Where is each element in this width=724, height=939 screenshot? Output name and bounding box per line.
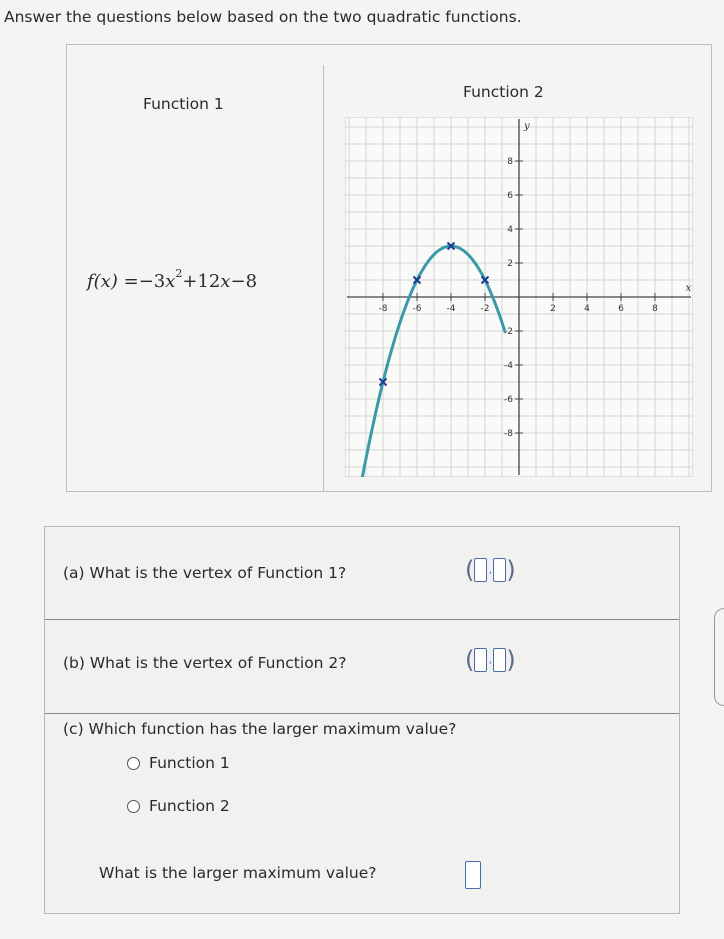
x-tick-label: 8 [652,304,658,314]
formula-plus: + [182,271,198,292]
x-axis-label: x [685,283,692,294]
option-label: Function 1 [149,754,230,772]
y-tick-label: -8 [504,429,513,439]
vertex2-y-input[interactable] [493,648,506,672]
vertex1-y-input[interactable] [493,558,506,582]
radio-button[interactable] [127,757,140,770]
function2-heading: Function 2 [463,83,544,101]
y-tick-label: 6 [507,191,513,201]
option-label: Function 2 [149,797,230,815]
open-paren: ( [465,646,475,674]
option-function1[interactable] [127,754,230,772]
comma: , [488,654,492,666]
vertex2-x-input[interactable] [474,648,487,672]
followup-text: What is the larger maximum value? [99,864,377,882]
x-tick-label: 6 [618,304,624,314]
formula-lhs: f(x) [87,271,118,292]
y-tick-label: 8 [507,157,513,167]
formula-coef: 3 [153,271,166,292]
intro-text: Answer the questions below based on the two quadratic functions. [4,8,522,26]
close-paren: ) [506,556,516,584]
formula-neg: − [138,271,154,292]
x-tick-label: -4 [446,304,456,314]
functions-table [66,44,712,492]
close-paren: ) [506,646,516,674]
function2-graph [345,117,693,477]
y-tick-label: -2 [504,327,513,337]
row-divider-1 [45,619,679,620]
y-axis-label: y [524,121,530,132]
formula-minus: − [230,271,246,292]
x-tick-label: -6 [412,304,422,314]
function1-formula [87,267,258,292]
formula-var-2: x [220,271,231,292]
formula-var: x [165,271,176,292]
option-function2[interactable] [127,797,230,815]
side-panel-edge [714,608,724,706]
x-tick-label: 4 [584,304,590,314]
column-divider [323,65,324,492]
question-b-text: (b) What is the vertex of Function 2? [63,654,347,672]
formula-b: 12 [197,271,221,292]
x-tick-label: -8 [378,304,388,314]
function1-heading: Function 1 [143,95,224,113]
formula-c: 8 [245,271,258,292]
formula-exponent: 2 [175,267,183,280]
radio-button[interactable] [127,800,140,813]
x-tick-label: 2 [550,304,556,314]
x-tick-label: -2 [480,304,490,314]
vertex2-answer [465,648,516,672]
questions-table [44,526,680,914]
question-c-text: (c) Which function has the larger maximum value? [63,720,457,738]
open-paren: ( [465,556,475,584]
vertex1-answer [465,558,516,582]
comma: , [488,564,492,576]
row-divider-2 [45,713,679,714]
formula-equals: = [123,271,139,292]
max-value-input[interactable] [465,861,481,889]
y-tick-label: -4 [504,361,513,371]
vertex1-x-input[interactable] [474,558,487,582]
y-tick-label: 2 [507,259,513,269]
y-tick-label: -6 [504,395,513,405]
y-tick-label: 4 [507,225,513,235]
question-a-text: (a) What is the vertex of Function 1? [63,564,347,582]
